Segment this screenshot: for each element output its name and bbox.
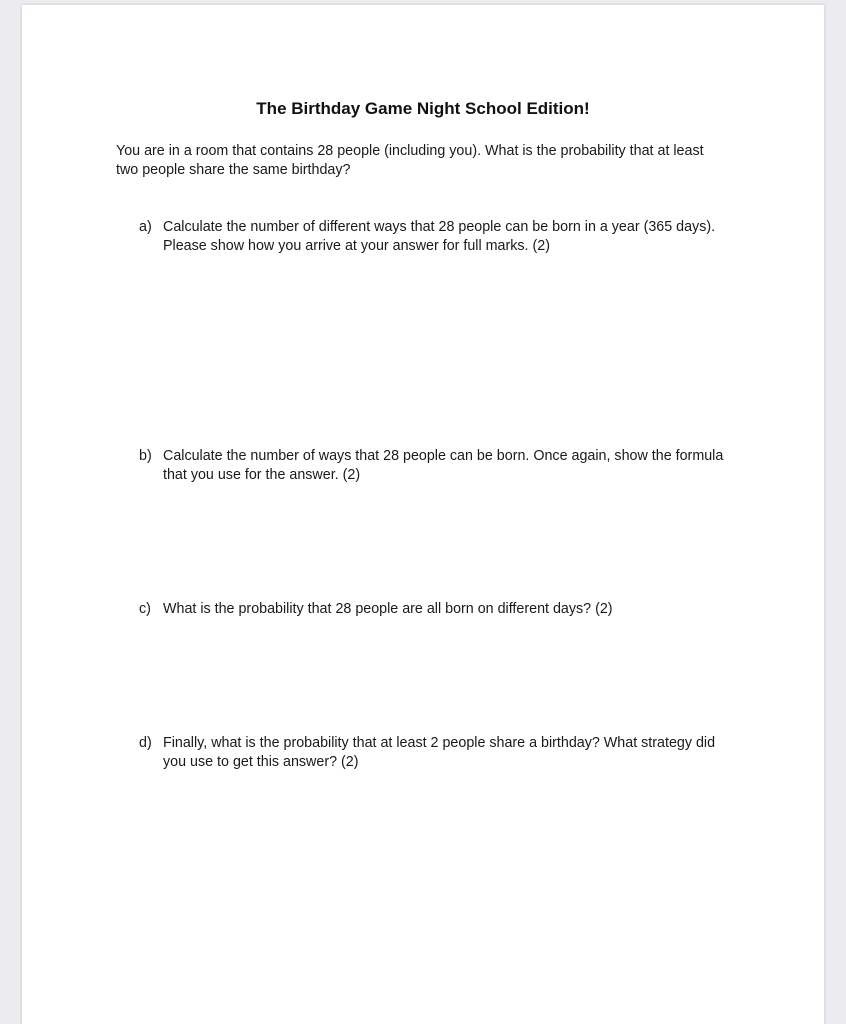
question-c-text: What is the probability that 28 people are all born on different days? (2) — [163, 601, 613, 617]
question-b-text: Calculate the number of ways that 28 people can be born. Once again, show the formula that you use for the answer. (2) — [163, 448, 724, 483]
question-b-label: b) — [139, 448, 152, 464]
question-c-label: c) — [139, 601, 151, 617]
question-b — [139, 447, 739, 485]
question-a — [139, 218, 739, 256]
question-a-text: Calculate the number of different ways that 28 people can be born in a year (365 days). Please show how you arrive at your answer for full marks. (2) — [163, 219, 716, 254]
question-a-label: a) — [139, 219, 152, 235]
question-d-text: Finally, what is the probability that at least 2 people share a birthday? What strategy did you use to get this answer? (2) — [163, 735, 716, 770]
question-d — [139, 734, 739, 772]
intro-paragraph: You are in a room that contains 28 people (including you). What is the probability that at least two people share the same birthday? — [116, 143, 704, 178]
page-title: The Birthday Game Night School Edition! — [256, 99, 590, 118]
question-c — [139, 600, 739, 619]
document-page — [22, 5, 824, 1024]
question-d-label: d) — [139, 735, 152, 751]
